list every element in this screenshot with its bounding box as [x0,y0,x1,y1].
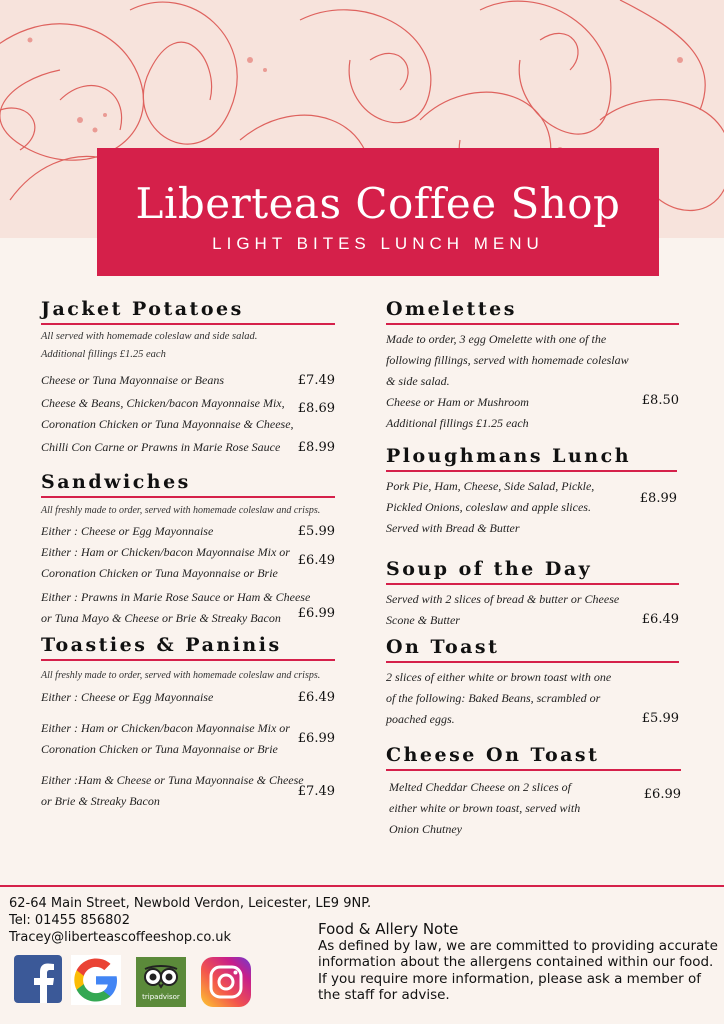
section-description [386,667,679,730]
desc-line: Pickled Onions, coleslaw and apple slices. [386,500,591,514]
item-text: Coronation Chicken or Tuna Mayonnaise & Cheese, [41,417,294,431]
section-description [386,476,677,539]
item-price: £7.49 [297,784,335,799]
menu-item [41,370,335,391]
note-line: Additional fillings £1.25 each [41,349,166,360]
section-soup-of-the-day [386,558,679,631]
item-price: £6.49 [297,690,335,705]
item-price: £6.49 [641,612,679,627]
section-note: All freshly made to order, served with homemade coleslaw and crisps. [41,670,321,681]
item-text: Either : Cheese or Egg Mayonnaise [41,690,214,704]
tripadvisor-icon[interactable] [136,957,186,1007]
address: 62-64 Main Street, Newbold Verdon, Leicester, LE9 9NP. [9,896,372,911]
item-text: Either : Ham or Chicken/bacon Mayonnaise Mix or [41,545,290,559]
section-ploughmans-lunch [386,445,677,539]
section-title: Omelettes [386,298,679,325]
section-omelettes [386,298,679,434]
section-sandwiches [41,471,335,629]
menu-subtitle: LIGHT BITES LUNCH MENU [212,234,544,253]
menu-item [41,718,335,760]
facebook-icon[interactable] [14,955,62,1003]
item-text: Either :Ham & Cheese or Tuna Mayonnaise & Cheese [41,773,304,787]
item-text: Cheese & Beans, Chicken/bacon Mayonnaise Mix, [41,396,285,410]
item-text: or Tuna Mayo & Cheese or Brie & Streaky Bacon [41,611,281,625]
desc-line: poached eggs. [386,712,455,726]
item-text: or Brie & Streaky Bacon [41,794,160,808]
tripadvisor-label: tripadvisor [142,993,180,1001]
menu-item [41,687,335,708]
section-description [386,777,681,840]
allergy-note [318,921,718,1004]
item-price: £8.99 [297,440,335,455]
desc-line: Made to order, 3 egg Omelette with one of the [386,332,607,346]
desc-line: Pork Pie, Ham, Cheese, Side Salad, Pickle, [386,479,595,493]
item-price: £8.99 [639,491,677,506]
section-title: Ploughmans Lunch [386,445,677,472]
item-price: £6.49 [297,553,335,568]
item-price: £6.99 [297,606,335,621]
menu-item [41,587,335,629]
shop-title: Liberteas Coffee Shop [135,179,621,228]
desc-line: & side salad. [386,374,450,388]
menu-item [41,393,335,435]
telephone: Tel: 01455 856802 [9,913,130,928]
section-title: Jacket Potatoes [41,298,335,325]
section-description [386,589,679,631]
menu-item [386,392,679,413]
section-note: All freshly made to order, served with homemade coleslaw and crisps. [41,505,321,516]
section-title: Sandwiches [41,471,335,498]
item-text: Cheese or Tuna Mayonnaise or Beans [41,373,224,387]
item-text: Coronation Chicken or Tuna Mayonnaise or Brie [41,742,278,756]
section-title: Toasties & Paninis [41,634,335,661]
desc-line: Melted Cheddar Cheese on 2 slices of [389,780,571,794]
item-price: £5.99 [297,524,335,539]
item-price: £7.49 [297,373,335,388]
section-title: Cheese On Toast [386,744,681,771]
footer-divider [0,885,724,887]
note-line: All served with homemade coleslaw and side salad. [41,331,258,342]
instagram-icon[interactable] [201,957,251,1007]
desc-line: either white or brown toast, served with [389,801,581,815]
menu-item [41,542,335,584]
desc-line: Served with Bread & Butter [386,521,520,535]
item-price: £5.99 [641,711,679,726]
title-banner [97,148,659,276]
section-toasties-paninis [41,634,335,812]
section-cheese-on-toast [386,744,681,840]
item-text: Coronation Chicken or Tuna Mayonnaise or Brie [41,566,278,580]
section-title: On Toast [386,636,679,663]
menu-item [41,521,335,542]
section-on-toast [386,636,679,730]
item-price: £6.99 [297,731,335,746]
item-price: £6.99 [643,787,681,802]
item-text: Chilli Con Carne or Prawns in Marie Rose Sauce [41,440,281,454]
item-text: Either : Cheese or Egg Mayonnaise [41,524,214,538]
item-price: £8.50 [641,393,679,408]
section-title: Soup of the Day [386,558,679,585]
desc-line: of the following: Baked Beans, scrambled or [386,691,601,705]
desc-line: following fillings, served with homemade coleslaw [386,353,629,367]
item-text: Either : Prawns in Marie Rose Sauce or Ham & Cheese [41,590,311,604]
additional-fillings: Additional fillings £1.25 each [386,416,529,430]
item-text: Either : Ham or Chicken/bacon Mayonnaise Mix or [41,721,290,735]
menu-item [41,770,335,812]
item-price: £8.69 [297,401,335,416]
item-text: Cheese or Ham or Mushroom [386,395,529,409]
section-note [41,328,335,364]
desc-line: 2 slices of either white or brown toast with one [386,670,612,684]
allergy-title: Food & Allery Note [318,920,459,938]
menu-item [41,437,335,458]
email-link[interactable]: Tracey@liberteascoffeeshop.co.uk [9,930,232,945]
allergy-text: As defined by law, we are committed to providing accurate information about the allergens contained within our food. If you require more information, please ask a member of the staff for advise. [318,937,718,1003]
contact-details [9,895,371,946]
section-description [386,329,679,392]
desc-line: Onion Chutney [389,822,462,836]
desc-line: Scone & Butter [386,613,460,627]
section-jacket-potatoes [41,298,335,458]
desc-line: Served with 2 slices of bread & butter or Cheese [386,592,620,606]
google-icon[interactable] [71,955,119,1003]
